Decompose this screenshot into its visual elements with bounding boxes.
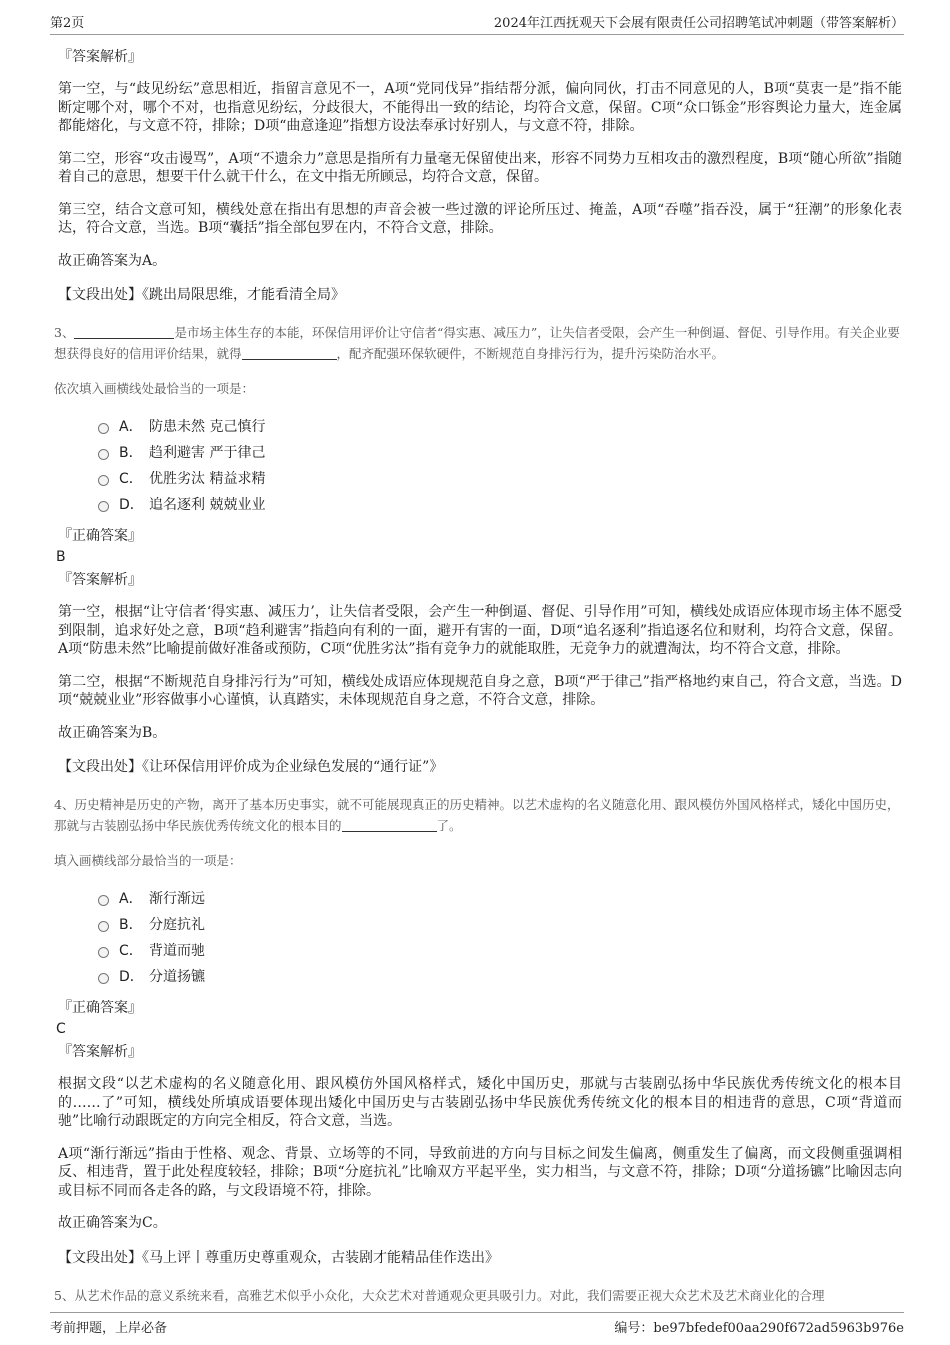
page-header	[50, 12, 904, 35]
option-a[interactable]: A． 防患未然 克己慎行	[98, 413, 902, 439]
page-number: 第2页	[50, 16, 85, 31]
options-list	[98, 885, 902, 989]
option-c[interactable]: C． 优胜劣汰 精益求精	[98, 465, 902, 491]
radio-icon[interactable]	[98, 501, 109, 512]
question-instruction: 依次填入画横线处最恰当的一项是：	[54, 381, 255, 396]
option-b[interactable]: B． 趋利避害 严于律己	[98, 439, 902, 465]
question-text: 了。	[436, 818, 462, 833]
option-c[interactable]: C． 背道而驰	[98, 937, 902, 963]
answer-analysis-label: 『答案解析』	[58, 572, 142, 588]
radio-icon[interactable]	[98, 947, 109, 958]
fill-blank	[74, 324, 174, 339]
question-number: 5、	[54, 1287, 75, 1303]
option-b[interactable]: B． 分庭抗礼	[98, 911, 902, 937]
analysis-paragraph: A项“渐行渐远”指由于性格、观念、背景、立场等的不同，导致前进的方向与目标之间发生偏离，侧重发生了偏离，而文段侧重强调相反、相违背，置于此处程度较轻，排除；B项“分庭抗礼”比喻双方平起平坐，实力相当，与文意不符，排除；D项“分道扬镳”比喻因志向或目标不同而各走各的路，与文段语境不符，排除。	[58, 1145, 902, 1199]
analysis-paragraph: 根据文段“以艺术虚构的名义随意化用、跟风模仿外国风格样式，矮化中国历史，那就与古装剧弘扬中华民族优秀传统文化的根本目的……了”可知，横线处所填成语要体现出矮化中国历史与古装剧弘扬中华民族优秀传统文化的根本目的相违背的意思，C项“背道而驰”比喻行动跟既定的方向完全相反，符合文意，当选。	[58, 1076, 902, 1129]
analysis-paragraph: 第三空，结合文意可知，横线处意在指出有思想的声音会被一些过激的评论所压过、掩盖，A项“吞噬”指吞没，属于“狂潮”的形象化表达，符合文意，当选。B项“囊括”指全部包罗在内，不符合文意，排除。	[58, 201, 902, 236]
final-answer-line: 故正确答案为B。	[58, 724, 167, 741]
correct-answer: C	[56, 1021, 66, 1037]
document-id: 编号：be97bfedef00aa290f672ad5963b976e	[614, 1321, 904, 1336]
analysis-paragraph: 第一空，根据“让守信者‘得实惠、减压力’，让失信者受限，会产生一种倒逼、督促、引导作用”可知，横线处成语应体现市场主体不愿受到限制，追求好处之意，B项“趋利避害”指趋向有利的一面，避开有害的一面，D项“追名逐利”指追逐名位和财利，均符合文意，保留。A项“防患未然”比喻提前做好准备或预防，C项“优胜劣汰”指有竞争力的就能取胜，无竞争力的就遭淘汰，均不符合文意，排除。	[58, 604, 902, 657]
question-number: 3、	[54, 325, 75, 340]
correct-answer-label: 『正确答案』	[58, 528, 142, 544]
question-instruction: 填入画横线部分最恰当的一项是：	[54, 853, 242, 868]
options-list	[98, 413, 902, 517]
analysis-paragraph: 第二空，形容“攻击谩骂”，A项“不遗余力”意思是指所有力量毫无保留使出来，形容不同势力互相攻击的激烈程度，B项“随心所欲”指随着自己的意思，想要干什么就干什么，在文中指无所顾忌，均符合文意，保留。	[58, 150, 902, 185]
fill-blank	[342, 817, 437, 832]
question-text: 是市场主体生存的本能，环保信用评价让守信者“得实惠、减压力”，让失信者受限，会产生一种倒逼、督促、引导作用。有关企业要想获得良好的信用评价结果，就得	[54, 325, 900, 361]
question-text: 历史精神是历史的产物，离开了基本历史事实，就不可能展现真正的历史精神。以艺术虚构的名义随意化用、跟风模仿外国风格样式，矮化中国历史，那就与古装剧弘扬中华民族优秀传统文化的根本目的	[54, 797, 900, 833]
question-4	[54, 794, 902, 836]
final-answer-line: 故正确答案为C。	[58, 1215, 167, 1231]
radio-icon[interactable]	[98, 973, 109, 984]
radio-icon[interactable]	[98, 475, 109, 486]
correct-answer: B	[56, 549, 66, 565]
text-source: 【文段出处】《让环保信用评价成为企业绿色发展的“通行证”》	[58, 759, 444, 775]
option-d[interactable]: D． 分道扬镳	[98, 963, 902, 989]
radio-icon[interactable]	[98, 449, 109, 460]
text-source: 【文段出处】《马上评丨尊重历史尊重观众，古装剧才能精品佳作迭出》	[58, 1249, 499, 1266]
radio-icon[interactable]	[98, 895, 109, 906]
final-answer-line: 故正确答案为A。	[58, 252, 167, 269]
analysis-paragraph: 第二空，根据“不断规范自身排污行为”可知，横线处成语应体现规范自身之意，B项“严于律己”指严格地约束自己，符合文意，当选。D项“兢兢业业”形容做事小心谨慎，认真踏实，未体现规范自身之意，不符合文意，排除。	[58, 673, 902, 708]
option-a[interactable]: A． 渐行渐远	[98, 885, 902, 911]
footer-slogan: 考前押题，上岸必备	[50, 1321, 168, 1336]
question-5	[54, 1285, 902, 1306]
question-number: 4、	[54, 797, 75, 812]
radio-icon[interactable]	[98, 423, 109, 434]
radio-icon[interactable]	[98, 921, 109, 932]
page-footer	[50, 1312, 904, 1335]
question-3	[54, 322, 902, 364]
option-d[interactable]: D． 追名逐利 兢兢业业	[98, 491, 902, 517]
document-title: 2024年江西抚观天下会展有限责任公司招聘笔试冲刺题（带答案解析）	[493, 16, 904, 31]
answer-analysis-label: 『答案解析』	[58, 49, 142, 65]
document-body	[54, 42, 902, 1320]
text-source: 【文段出处】《跳出局限思维，才能看清全局》	[58, 287, 345, 303]
correct-answer-label: 『正确答案』	[58, 1000, 142, 1016]
answer-analysis-label: 『答案解析』	[58, 1044, 142, 1060]
question-text: 从艺术作品的意义系统来看，高雅艺术似乎小众化，大众艺术对普通观众更具吸引力。对此，我们需要正视大众艺术及艺术商业化的合理	[74, 1287, 825, 1303]
analysis-paragraph: 第一空，与“歧见纷纭”意思相近，指留言意见不一，A项“党同伐异”指结帮分派，偏向同伙，打击不同意见的人，B项“莫衷一是”指不能断定哪个对，哪个不对，也指意见纷纭，分歧很大，不能得出一致的结论，均符合文意，保留。C项“众口铄金”形容舆论力量大，连金属都能熔化，与文意不符，排除；D项“曲意逢迎”指想方设法奉承讨好别人，与文意不符，排除。	[58, 81, 902, 134]
fill-blank	[242, 345, 337, 360]
question-text: ，配齐配强环保软硬件，不断规范自身排污行为，提升污染防治水平。	[336, 346, 725, 361]
